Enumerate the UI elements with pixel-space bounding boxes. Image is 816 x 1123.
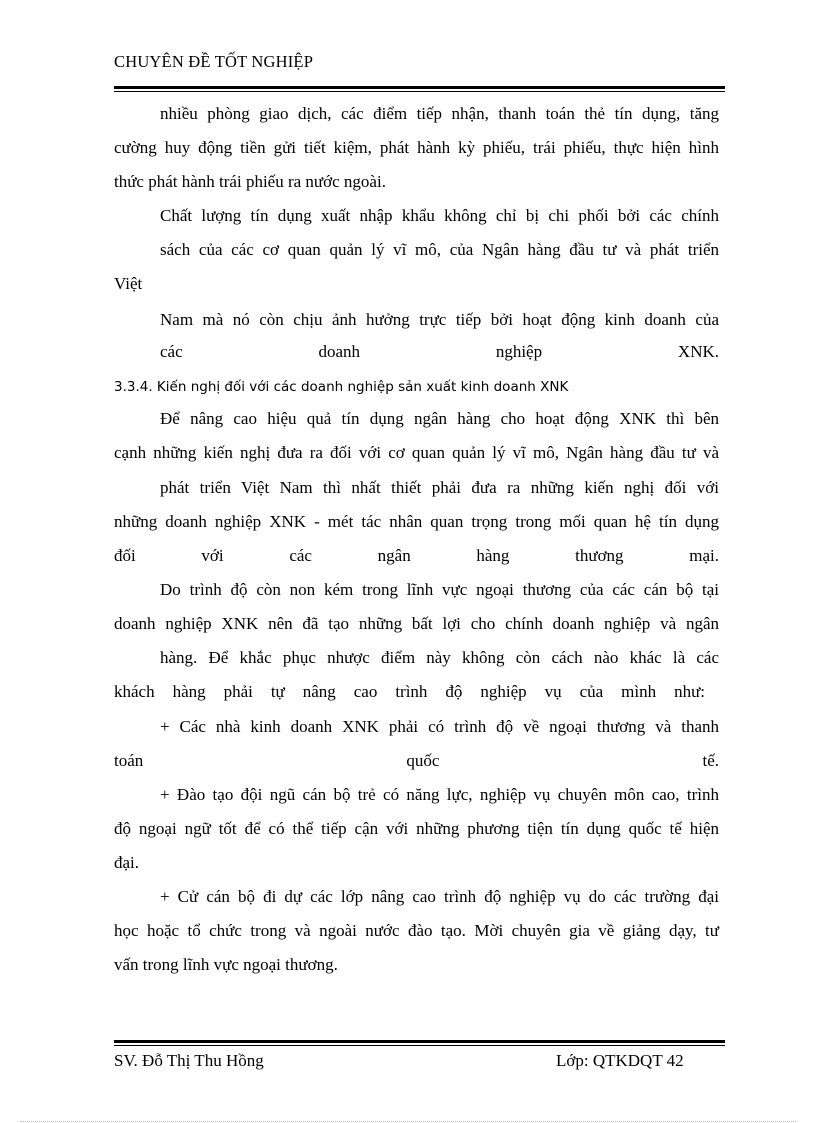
- text-line: phát triển Việt Nam thì nhất thiết phải đưa ra những kiến nghị đối với: [160, 478, 719, 497]
- text-line: các doanh nghiệp XNK.: [160, 342, 719, 361]
- text-line: nhiều phòng giao dịch, các điểm tiếp nhận, thanh toán thẻ tín dụng, tăng: [160, 104, 719, 123]
- text-line: sách của các cơ quan quản lý vĩ mô, của Ngân hàng đầu tư và phát triển: [160, 240, 719, 259]
- text-line: hàng. Để khắc phục nhược điểm này không còn cách nào khác là các: [160, 648, 719, 667]
- text-line: toán quốc tế.: [114, 751, 719, 770]
- footer-class: Lớp: QTKDQT 42: [556, 1051, 684, 1070]
- text-line: + Cử cán bộ đi dự các lớp nâng cao trình độ nghiệp vụ do các trường đại: [160, 887, 719, 906]
- text-line: Để nâng cao hiệu quả tín dụng ngân hàng cho hoạt động XNK thì bên: [160, 409, 719, 428]
- text-line: Nam mà nó còn chịu ảnh hưởng trực tiếp bởi hoạt động kinh doanh của: [160, 310, 719, 329]
- text-line: Do trình độ còn non kém trong lĩnh vực ngoại thương của các cán bộ tại: [160, 580, 719, 599]
- text-line: vấn trong lĩnh vực ngoại thương.: [114, 955, 338, 974]
- header-rule: [114, 86, 725, 92]
- text-line: doanh nghiệp XNK nên đã tạo những bất lợi cho chính doanh nghiệp và ngân: [114, 614, 719, 633]
- text-line: cường huy động tiền gửi tiết kiệm, phát hành kỳ phiếu, trái phiếu, thực hiện hình: [114, 138, 719, 157]
- text-line: đại.: [114, 853, 140, 872]
- footer-rule: [114, 1040, 725, 1046]
- text-line: + Đào tạo đội ngũ cán bộ trẻ có năng lực, nghiệp vụ chuyên môn cao, trình: [160, 785, 719, 804]
- footer-student-name: SV. Đỗ Thị Thu Hồng: [114, 1051, 264, 1070]
- text-line: cạnh những kiến nghị đưa ra đối với cơ quan quản lý vĩ mô, Ngân hàng đầu tư và: [114, 443, 719, 462]
- text-line: Việt: [114, 274, 143, 293]
- section-heading: 3.3.4. Kiến nghị đối với các doanh nghiệp sản xuất kinh doanh XNK: [114, 379, 569, 395]
- text-line: đối với các ngân hàng thương mại.: [114, 546, 719, 565]
- text-line: độ ngoại ngữ tốt để có thể tiếp cận với những phương tiện tín dụng quốc tế hiện: [114, 819, 719, 838]
- header-title: CHUYÊN ĐỀ TỐT NGHIỆP: [114, 52, 314, 71]
- text-line: khách hàng phải tự nâng cao trình độ nghiệp vụ của mình như:: [114, 682, 705, 701]
- text-line: những doanh nghiệp XNK - mét tác nhân quan trọng trong mối quan hệ tín dụng: [114, 512, 719, 531]
- text-line: + Các nhà kinh doanh XNK phải có trình độ về ngoại thương và thanh: [160, 717, 719, 736]
- text-line: học hoặc tổ chức trong và ngoài nước đào tạo. Mời chuyên gia về giảng dạy, tư: [114, 921, 719, 940]
- text-line: thức phát hành trái phiếu ra nước ngoài.: [114, 172, 386, 191]
- text-line: Chất lượng tín dụng xuất nhập khẩu không chỉ bị chi phối bởi các chính: [160, 206, 719, 225]
